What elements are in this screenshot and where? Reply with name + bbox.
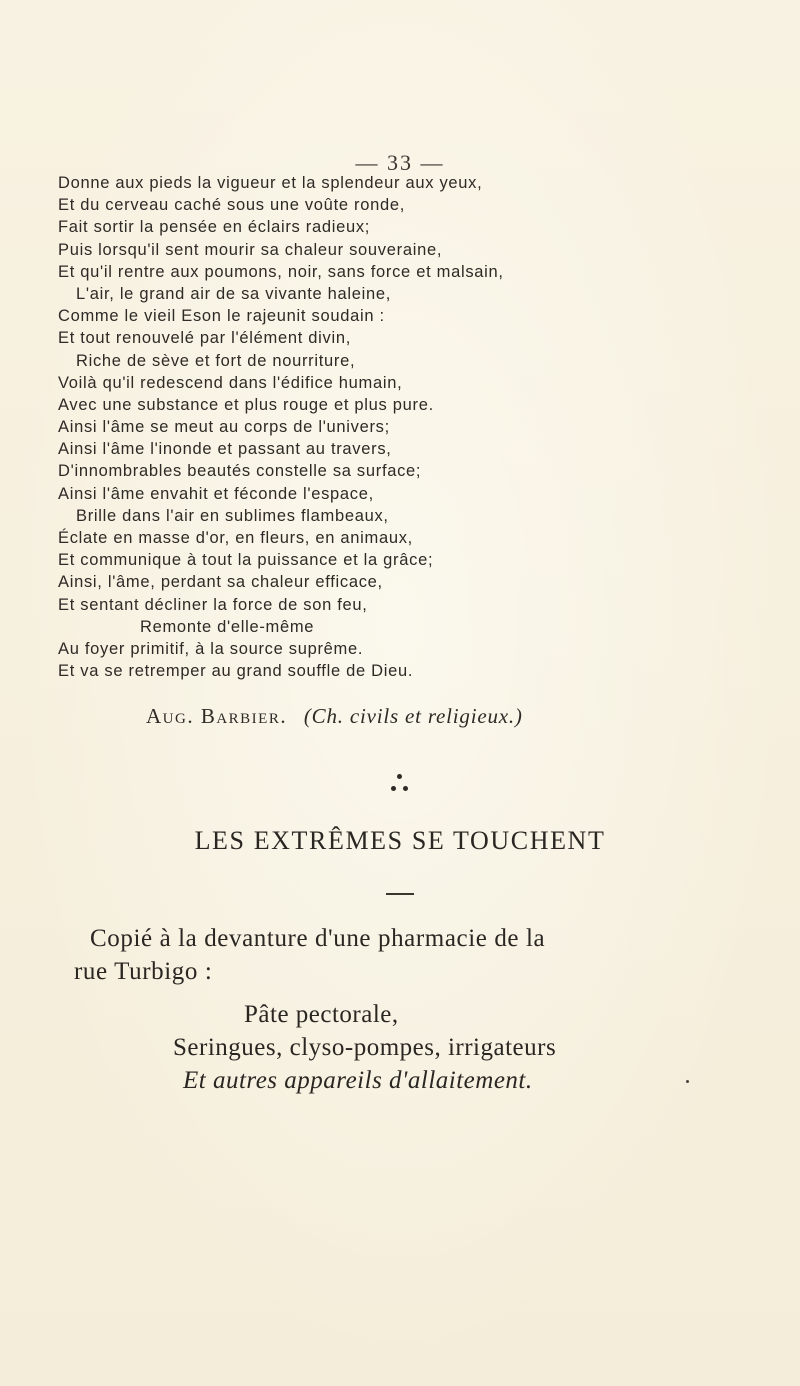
sign-line: Et autres appareils d'allaitement.: [183, 1067, 533, 1094]
asterism-ornament: [380, 772, 420, 798]
asterism-dot: [403, 786, 408, 791]
poem-line: D'innombrables beautés constelle sa surface;: [58, 462, 422, 481]
intro-line: rue Turbigo :: [74, 958, 213, 985]
poem-attribution: [146, 704, 523, 729]
poem-line: Et sentant décliner la force de son feu,: [58, 595, 368, 614]
poem-line: Fait sortir la pensée en éclairs radieux;: [58, 218, 371, 237]
poem-line: Ainsi l'âme l'inonde et passant au travers,: [58, 440, 392, 459]
margin-mark: [686, 1080, 689, 1083]
poem-line: L'air, le grand air de sa vivante haleine,: [76, 284, 392, 303]
intro-line: Copié à la devanture d'une pharmacie de la: [90, 925, 546, 952]
poem-line: Remonte d'elle-même: [140, 617, 315, 636]
heading-rule: [386, 893, 414, 895]
sign-line: Seringues, clyso-pompes, irrigateurs: [173, 1034, 557, 1061]
poem-line: Et qu'il rentre aux poumons, noir, sans force et malsain,: [58, 262, 504, 281]
poem-line: Éclate en masse d'or, en fleurs, en animaux,: [58, 529, 413, 547]
poem-line: Puis lorsqu'il sent mourir sa chaleur souveraine,: [58, 240, 443, 259]
poem-line: Comme le vieil Eson le rajeunit soudain :: [58, 307, 385, 326]
poem-line: Donne aux pieds la vigueur et la splendeur aux yeux,: [58, 174, 483, 192]
sign-text: [0, 998, 800, 1097]
poem-line: Et va se retremper au grand souffle de Dieu.: [58, 662, 414, 681]
sign-line: Pâte pectorale,: [244, 1001, 399, 1028]
author-name: Aug. Barbier.: [146, 704, 288, 728]
asterism-dot: [397, 774, 402, 779]
source-title: (Ch. civils et religieux.): [303, 704, 523, 728]
poem-line: Et tout renouvelé par l'élément divin,: [58, 329, 351, 348]
poem-line: Et du cerveau caché sous une voûte ronde,: [58, 196, 405, 215]
poem-line: Ainsi l'âme envahit et féconde l'espace,: [58, 484, 374, 503]
poem: [58, 172, 758, 682]
asterism-dot: [391, 786, 396, 791]
intro-paragraph: [74, 922, 754, 988]
poem-line: Et communique à tout la puissance et la grâce;: [58, 551, 434, 570]
poem-line: Au foyer primitif, à la source suprême.: [58, 639, 364, 658]
poem-line: Avec une substance et plus rouge et plus pure.: [58, 395, 434, 414]
section-heading: LES EXTRÊMES SE TOUCHENT: [194, 826, 606, 855]
poem-line: Riche de sève et fort de nourriture,: [76, 351, 356, 370]
poem-line: Ainsi, l'âme, perdant sa chaleur efficace,: [58, 573, 383, 592]
page-number: — 33 —: [355, 150, 445, 175]
poem-line: Ainsi l'âme se meut au corps de l'univers;: [58, 418, 390, 437]
poem-line: Voilà qu'il redescend dans l'édifice humain,: [58, 373, 403, 392]
poem-line: Brille dans l'air en sublimes flambeaux,: [76, 506, 389, 525]
